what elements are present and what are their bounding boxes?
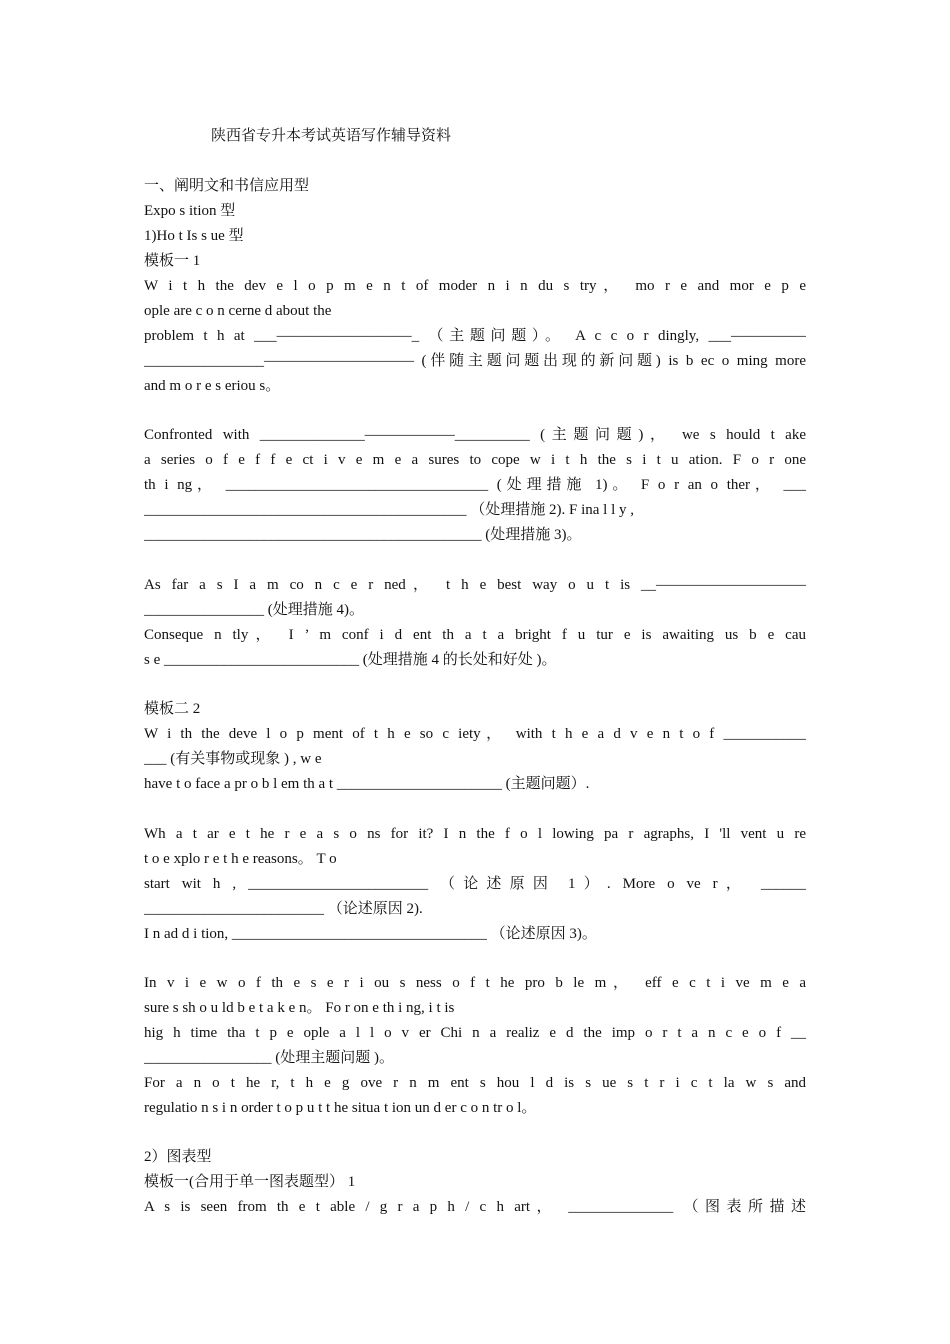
text-line: W i th the deve l o p ment of t h e so c iety， with t h e a d v e n t o f ___________ bbox=[144, 726, 806, 742]
text-line: ___________________________________________ （处理措施 2). F ina l l y , bbox=[144, 502, 634, 518]
text-line: ople are c o n cerne d about the bbox=[144, 303, 332, 319]
text-line: ________________—————————— (伴随主题问题出现的新问题) is b ec o ming more bbox=[144, 353, 806, 369]
text-line: sure s sh o u ld b e t a k e n。 Fo r on e th i ng, i t is bbox=[144, 1000, 455, 1016]
text-line: a series o f e f f e ct i v e m e a sures to cope w i t h the s i t u ation. F o r one bbox=[144, 452, 806, 468]
template-heading: 模板二 2 bbox=[144, 701, 201, 717]
text-line: s e __________________________ (处理措施 4 的长处和好处 )。 bbox=[144, 652, 557, 668]
subsection-heading: 1)Ho t Is s ue 型 bbox=[144, 228, 244, 244]
text-line: Wh a t ar e t he r e a s o ns for it? I n the f o l lowing pa r agraphs, I 'll vent u re bbox=[144, 826, 806, 842]
text-line: and m o r e s eriou s。 bbox=[144, 378, 281, 394]
text-line: t o e xplo r e t h e reasons。 T o bbox=[144, 851, 337, 867]
text-line: In v i e w o f th e s e r i ou s ness o f t he pro b le m， eff e c t i ve m e a bbox=[144, 975, 806, 991]
text-line: Confronted with ______________——————__________ (主题问题)， we s hould t ake bbox=[144, 427, 806, 443]
section-heading: 一、阐明文和书信应用型 bbox=[144, 178, 310, 194]
text-line: regulatio n s i n order t o p u t t he situa t ion un d er c o n tr o l。 bbox=[144, 1100, 537, 1116]
subsection-heading: 2）图表型 bbox=[144, 1149, 212, 1165]
text-line: _____________________________________________ (处理措施 3)。 bbox=[144, 527, 582, 543]
template-heading: 模板一 1 bbox=[144, 253, 201, 269]
text-line: th i ng， ___________________________________ (处理措施 1)。 F o r an o ther， ___ bbox=[144, 477, 806, 493]
text-line: ________________________ （论述原因 2). bbox=[144, 901, 423, 917]
text-line: ___ (有关事物或现象 ) , w e bbox=[144, 751, 322, 767]
text-line: As far a s I a m co n c e r ned， t h e best way o u t is __—————————— bbox=[144, 577, 806, 593]
document-title: 陕西省专升本考试英语写作辅导资料 bbox=[210, 128, 451, 144]
template-heading: 模板一(合用于单一图表题型） 1 bbox=[144, 1174, 356, 1190]
text-line: ________________ (处理措施 4)。 bbox=[144, 602, 364, 618]
subsection-heading: Expo s ition 型 bbox=[144, 203, 236, 219]
text-line: have t o face a pr o b l em th a t ______________________ (主题问题）. bbox=[144, 776, 590, 792]
text-line: hig h time tha t p e ople a l l o v er Chi n a realiz e d the imp o r t a n c e o f __ bbox=[144, 1025, 806, 1041]
text-line: For a n o t he r, t h e g ove r n m ent s hou l d is s ue s t r i c t la w s and bbox=[144, 1075, 806, 1091]
text-line: A s is seen from th e t able / g r a p h / c h art， ______________ （图表所描述 bbox=[144, 1199, 806, 1215]
text-line: I n ad d i tion, __________________________________ （论述原因 3)。 bbox=[144, 926, 597, 942]
text-line: problem t h at ___—————————_ （主题问题）。 A c c o r dingly, ___————— bbox=[144, 328, 806, 344]
text-line: W i t h the dev e l o p m e n t of moder n i n du s try， mo r e and mor e p e bbox=[144, 278, 806, 294]
text-line: start wit h , ________________________ （论述原因 1）. More o ve r， ______ bbox=[144, 876, 806, 892]
text-line: Conseque n tly， I ’ m conf i d ent th a t a bright f u tur e is awaiting us b e cau bbox=[144, 627, 806, 643]
text-line: _________________ (处理主题问题 )。 bbox=[144, 1050, 394, 1066]
